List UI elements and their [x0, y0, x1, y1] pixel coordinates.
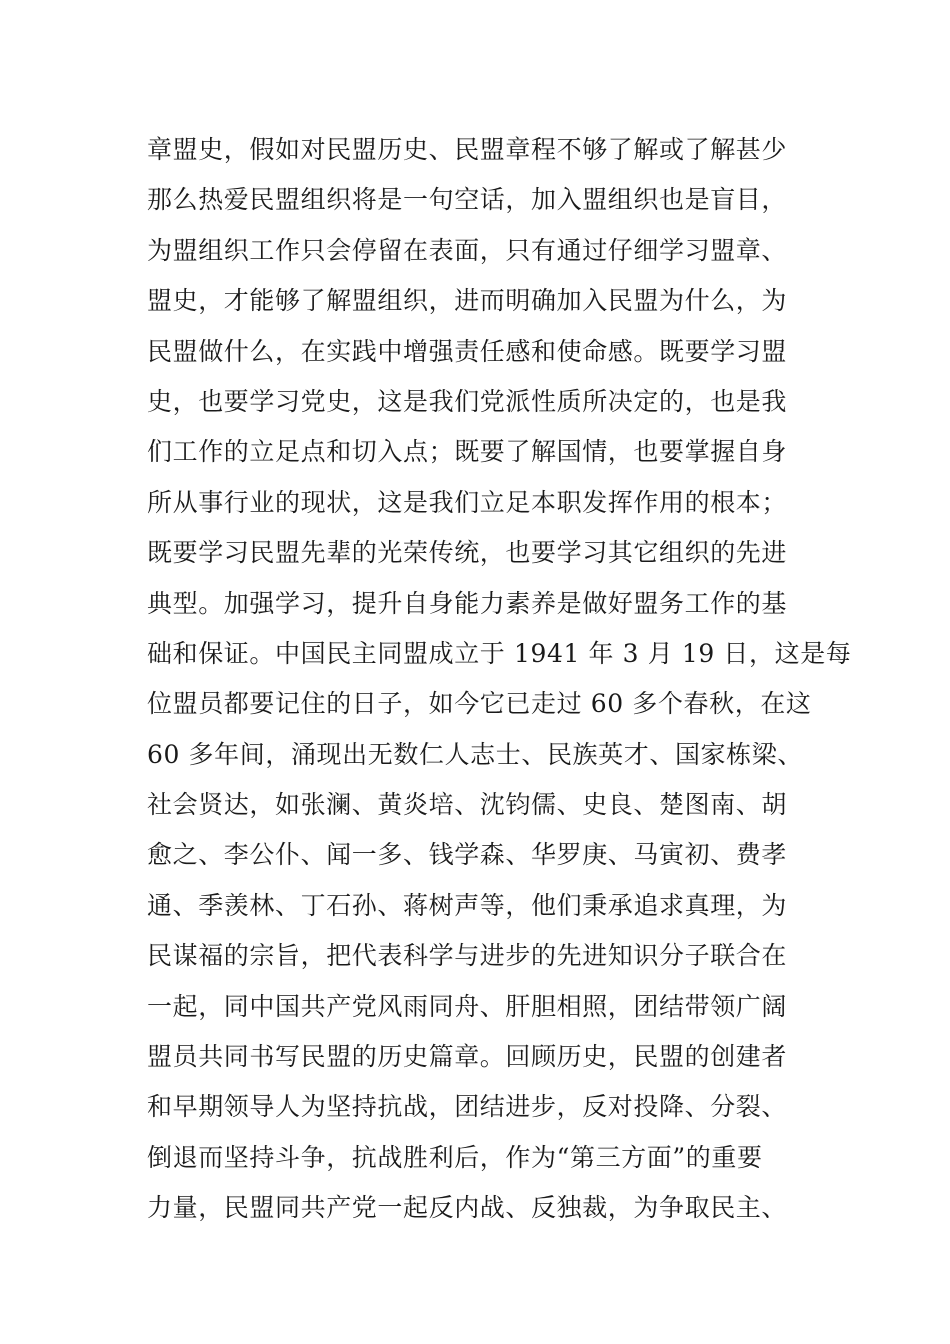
- text-line: 民盟做什么，在实践中增强责任感和使命感。既要学习盟: [147, 336, 788, 366]
- text-line: 位盟员都要记住的日子，如今它已走过 60 多个春秋，在这: [147, 689, 812, 719]
- text-line: 60 多年间，涌现出无数仁人志士、民族英才、国家栋梁、: [147, 739, 803, 769]
- text-line: 为盟组织工作只会停留在表面，只有通过仔细学习盟章、: [147, 235, 788, 265]
- text-line: 础和保证。中国民主同盟成立于 1941 年 3 月 19 日，这是每: [147, 638, 852, 668]
- text-line: 们工作的立足点和切入点；既要了解国情，也要掌握自身: [147, 437, 788, 467]
- text-line: 史，也要学习党史，这是我们党派性质所决定的，也是我: [147, 386, 788, 416]
- text-line: 典型。加强学习，提升自身能力素养是做好盟务工作的基: [147, 588, 788, 618]
- text-line: 民谋福的宗旨，把代表科学与进步的先进知识分子联合在: [147, 941, 788, 971]
- text-line: 通、季羡林、丁石孙、蒋树声等，他们秉承追求真理，为: [147, 890, 788, 920]
- text-line: 盟员共同书写民盟的历史篇章。回顾历史，民盟的创建者: [147, 1042, 788, 1072]
- text-line: 和早期领导人为坚持抗战，团结进步，反对投降、分裂、: [147, 1092, 788, 1122]
- text-line: 所从事行业的现状，这是我们立足本职发挥作用的根本；: [147, 487, 788, 517]
- body-text: [147, 125, 852, 1234]
- text-line: 社会贤达，如张澜、黄炎培、沈钧儒、史良、楚图南、胡: [147, 790, 788, 820]
- text-line: 既要学习民盟先辈的光荣传统，也要学习其它组织的先进: [147, 538, 788, 568]
- text-line: 愈之、李公仆、闻一多、钱学森、华罗庚、马寅初、费孝: [147, 840, 788, 870]
- text-line: 章盟史，假如对民盟历史、民盟章程不够了解或了解甚少: [147, 135, 788, 164]
- text-line: 那么热爱民盟组织将是一句空话，加入盟组织也是盲目，: [147, 185, 788, 215]
- text-line: 倒退而坚持斗争，抗战胜利后，作为“第三方面”的重要: [147, 1142, 763, 1172]
- text-line: 一起，同中国共产党风雨同舟、肝胆相照，团结带领广阔: [147, 991, 788, 1021]
- text-line: 盟史，才能够了解盟组织，进而明确加入民盟为什么，为: [147, 286, 788, 316]
- text-line: 力量，民盟同共产党一起反内战、反独裁，为争取民主、: [147, 1193, 788, 1223]
